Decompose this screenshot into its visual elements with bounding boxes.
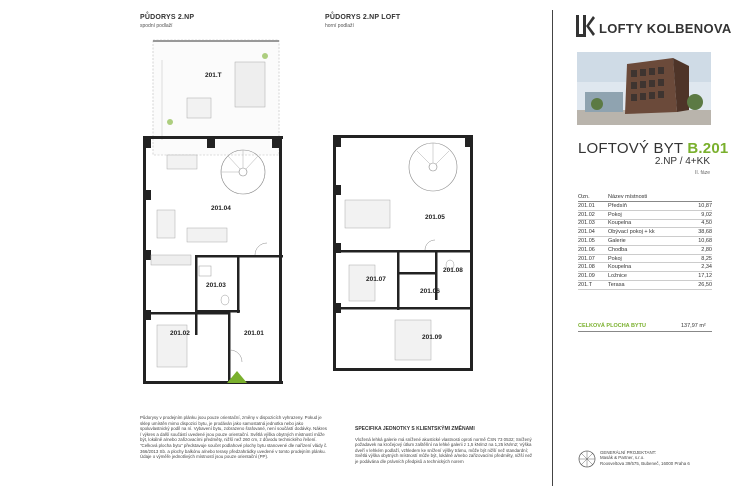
cell-code: 201.02 — [578, 210, 608, 219]
room-table-header — [578, 193, 712, 202]
cell-name: Ložnice — [608, 272, 688, 281]
cell-name: Terasa — [608, 281, 688, 290]
specifics-text: Vložená lehká galerie má snížené akustické vlastnosti oproti normě ČSN 73 0532; Snížený požadavek na kročejový útlum zaštěňní na lehké galerii z 1,5 kN/m2 na 1,25 kN/m2; Výška dveří v lehkém podlaží, vzhledem ke snížení výšky trámu, může být nižší než standardní; Světlá výška obytných místností může být, lokálně a/nebo zařizovacími předměty, nižší než je podávána dle právních předpisů a technických norem — [355, 436, 533, 464]
apartment-title-prefix: LOFTOVÝ BYT — [578, 140, 684, 157]
specifics-title: SPECIFIKA JEDNOTKY S KLIENTSKÝMI ZMĚNAMI — [355, 426, 475, 432]
lower-plan-drawing — [125, 30, 295, 390]
room-table — [578, 193, 712, 290]
cell-area: 9,02 — [688, 210, 712, 219]
building-photo — [577, 52, 711, 125]
cell-code: 201.03 — [578, 219, 608, 228]
cell-name: Galerie — [608, 237, 688, 246]
cell-area: 17,12 — [688, 272, 712, 281]
cell-area: 2,34 — [688, 263, 712, 272]
cell-area: 8,25 — [688, 254, 712, 263]
designer-company: Masák & Partner, s.r.o. — [600, 455, 645, 461]
table-row — [578, 254, 712, 263]
panel-divider — [552, 10, 553, 486]
cell-code: 201.04 — [578, 228, 608, 237]
cell-code: 201.09 — [578, 272, 608, 281]
upper-floor-plan — [325, 14, 495, 44]
total-divider — [578, 331, 712, 332]
cell-name: Předsíň — [608, 202, 688, 211]
lower-plan-title: PŮDORYS 2.NP — [140, 14, 195, 21]
table-row — [578, 228, 712, 237]
designer-logo-icon — [578, 450, 596, 468]
cell-area: 26,50 — [688, 281, 712, 290]
brand-name: LOFTY KOLBENOVA — [599, 21, 732, 36]
cell-code: 201.05 — [578, 237, 608, 246]
cell-code: 201.01 — [578, 202, 608, 211]
cell-code: 201.T — [578, 281, 608, 290]
room-label-20109: 201.09 — [422, 334, 442, 341]
phase-note: II. fáze — [694, 170, 710, 176]
designer-label: GENERÁLNÍ PROJEKTANT: — [600, 450, 657, 455]
cell-area: 10,68 — [688, 237, 712, 246]
cell-name: Chodba — [608, 245, 688, 254]
room-label-20101: 201.01 — [244, 330, 264, 337]
apartment-title — [578, 140, 728, 157]
header-area — [688, 193, 712, 202]
upper-plan-subtitle: horní podlaží — [325, 23, 354, 29]
cell-name: Koupelna — [608, 263, 688, 272]
cell-code: 201.08 — [578, 263, 608, 272]
designer-address: Roosveltova 39/575, Bubeneč, 16000 Praha 6 — [600, 460, 690, 466]
table-row — [578, 281, 712, 290]
room-label-20104: 201.04 — [211, 205, 231, 212]
cell-name: Pokoj — [608, 210, 688, 219]
table-row — [578, 272, 712, 281]
lofty-logo-icon — [575, 14, 595, 38]
cell-area: 2,80 — [688, 245, 712, 254]
room-label-20103: 201.03 — [206, 282, 226, 289]
room-label-20106: 201.06 — [420, 288, 440, 295]
table-row — [578, 237, 712, 246]
entrance-marker — [227, 371, 247, 383]
cell-area: 10,87 — [688, 202, 712, 211]
specifics-note — [355, 427, 535, 465]
table-row — [578, 210, 712, 219]
cell-area: 38,68 — [688, 228, 712, 237]
total-area-label: CELKOVÁ PLOCHA BYTU — [578, 323, 646, 329]
table-row — [578, 245, 712, 254]
header-code: Ozn. — [578, 193, 608, 202]
apartment-code: B.201 — [687, 140, 729, 157]
cell-code: 201.07 — [578, 254, 608, 263]
table-row — [578, 263, 712, 272]
apartment-subtitle: 2.NP / 4+KK — [654, 156, 710, 167]
room-label-20102: 201.02 — [170, 330, 190, 337]
table-row — [578, 202, 712, 211]
upper-plan-title: PŮDORYS 2.NP LOFT — [325, 14, 401, 21]
upper-plan-drawing — [325, 125, 475, 375]
cell-name: Pokoj — [608, 254, 688, 263]
table-row — [578, 219, 712, 228]
room-label-20105: 201.05 — [425, 214, 445, 221]
room-label-20108: 201.08 — [443, 267, 463, 274]
cell-area: 4,50 — [688, 219, 712, 228]
disclaimer-note — [140, 415, 328, 460]
cell-name: Obývací pokoj + kk — [608, 228, 688, 237]
cell-code: 201.06 — [578, 245, 608, 254]
room-label-201t: 201.T — [205, 72, 222, 79]
header-name: Název místnosti — [608, 193, 688, 202]
total-area-value: 137,97 m² — [681, 323, 706, 329]
room-label-20107: 201.07 — [366, 276, 386, 283]
lower-plan-subtitle: spodní podlaží — [140, 23, 173, 29]
designer-info — [600, 450, 690, 466]
disclaimer-text: Půdorysy v prodejním plánku jsou pouze orientační, změny v dispozicích vyhrazeny. Pokud je sklep umístěn mimo dispozici bytu, je prodáván jako samostatná jednotka nebo jako spoluvlastnický podíl na ní. Vybavení bytu, zobrazeno šrafované, není součástí dodávky. Nákres / výkres a další součástí uvedené jsou pouze orientační. Světlá výška obytných místností může být, lokálně a/nebo zařizovacími předměty, nižší než 260 cm, z důvodu technického řešení. "Celková plocha bytu" představuje součet podlahové plochy bytu stanovené dle nařízení vlády č. 366/2013 Sb. a plochy balkónu a/nebo terasy předzahrádky uvedené v tomto prodejním plánku. Údaje o výměře jednotlivých místností jsou pouze orientační (PP). — [140, 415, 328, 460]
cell-name: Koupelna — [608, 219, 688, 228]
